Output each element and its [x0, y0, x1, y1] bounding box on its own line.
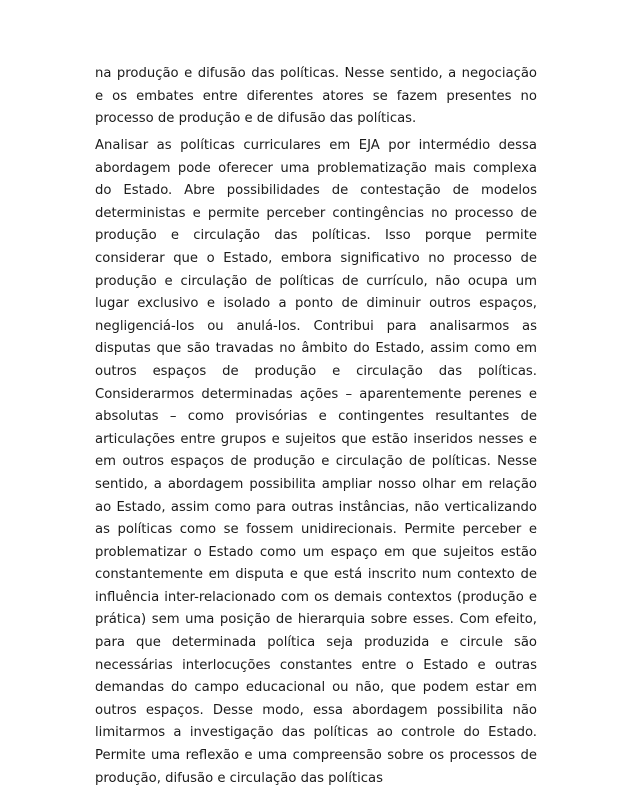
- paragraph-politicas-curriculares: Analisar as políticas curriculares em EJA por intermédio dessa abordagem pode oferecer uma problematização mais complexa do Estado. Abre possibilidades de contestação de modelos deterministas e permite perceber contingências no processo de produção e circulação das políticas. Isso porque permite considerar que o Estado, embora significativo no processo de produção e circulação de políticas de currículo, não ocupa um lugar exclusivo e isolado a ponto de diminuir outros espaços, negligenciá-los ou anulá-los. Contribui para analisarmos as disputas que são travadas no âmbito do Estado, assim como em outros espaços de produção e circulação das políticas. Considerarmos determinadas ações – aparentemente perenes e absolutas – como provisórias e contingentes resultantes de articulações entre grupos e sujeitos que estão inseridos nesses e em outros espaços de produção e circulação de políticas. Nesse sentido, a abordagem possibilita ampliar nosso olhar em relação ao Estado, assim como para outras instâncias, não verticalizando as políticas como se fossem unidirecionais. Permite perceber e problematizar o Estado como um espaço em que sujeitos estão constantemente em disputa e que está inscrito num contexto de influência inter-relacionado com os demais contextos (produção e prática) sem uma posição de hierarquia sobre esses. Com efeito, para que determinada política seja produzida e circule são necessárias interlocuções constantes entre o Estado e outras demandas do campo educacional ou não, que podem estar em outros espaços. Desse modo, essa abordagem possibilita não limitarmos a investigação das políticas ao controle do Estado. Permite uma reflexão e uma compreensão sobre os processos de produção, difusão e circulação das políticas: [95, 138, 537, 786]
- paragraph-negociacao: na produção e difusão das políticas. Nesse sentido, a negociação e os embates entre diferentes atores se fazem presentes no processo de produção e de difusão das políticas.: [95, 66, 537, 127]
